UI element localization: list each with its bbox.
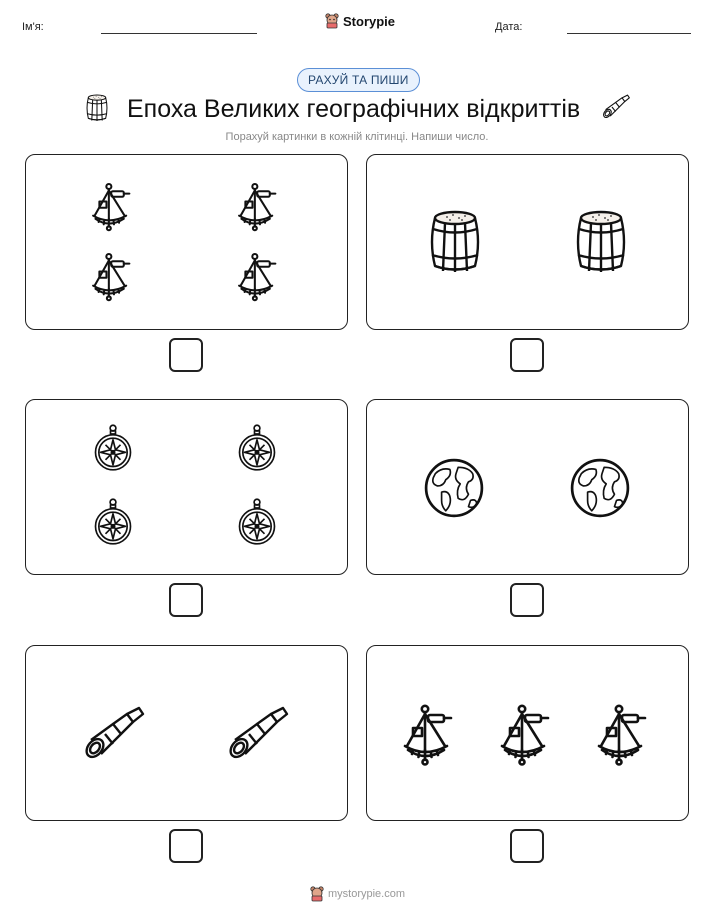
compass-icon (236, 498, 278, 548)
counting-card (366, 154, 689, 330)
compass-icon (92, 424, 134, 474)
instructions: Порахуй картинки в кожній клітинці. Напиши число. (225, 131, 489, 143)
answer-box[interactable] (169, 583, 203, 617)
sextant-icon (496, 702, 556, 768)
counting-card (25, 645, 348, 821)
footer-site[interactable]: mystorypie.com (328, 888, 406, 900)
title-barrel-icon (84, 93, 110, 128)
answer-box[interactable] (510, 583, 544, 617)
counting-card (366, 645, 689, 821)
sextant-icon (234, 251, 282, 303)
sextant-icon (399, 702, 459, 768)
answer-box[interactable] (510, 829, 544, 863)
counting-card (25, 154, 348, 330)
footer (310, 886, 405, 902)
barrel-icon (571, 209, 631, 275)
sextant-icon (88, 181, 136, 233)
storypie-logo (325, 13, 395, 29)
counting-card (25, 399, 348, 575)
name-label: Ім'я: (22, 21, 44, 33)
date-line[interactable] (567, 33, 691, 34)
date-label: Дата: (495, 21, 523, 33)
answer-box[interactable] (510, 338, 544, 372)
brand-name: Storypie (343, 13, 396, 29)
spyglass-icon (80, 704, 152, 764)
sextant-icon (88, 251, 136, 303)
globe-icon (569, 457, 631, 519)
compass-icon (236, 424, 278, 474)
compass-icon (92, 498, 134, 548)
answer-box[interactable] (169, 829, 203, 863)
barrel-icon (425, 209, 485, 275)
page-title: Епоха Великих географічних відкриттів (127, 95, 581, 123)
activity-badge: РАХУЙ ТА ПИШИ (297, 68, 420, 92)
bear-icon (310, 886, 324, 902)
name-line[interactable] (101, 33, 257, 34)
bear-icon (325, 13, 339, 29)
spyglass-icon (224, 704, 296, 764)
globe-icon (423, 457, 485, 519)
sextant-icon (234, 181, 282, 233)
answer-box[interactable] (169, 338, 203, 372)
sextant-icon (593, 702, 653, 768)
counting-card (366, 399, 689, 575)
title-spyglass-icon (601, 92, 633, 127)
